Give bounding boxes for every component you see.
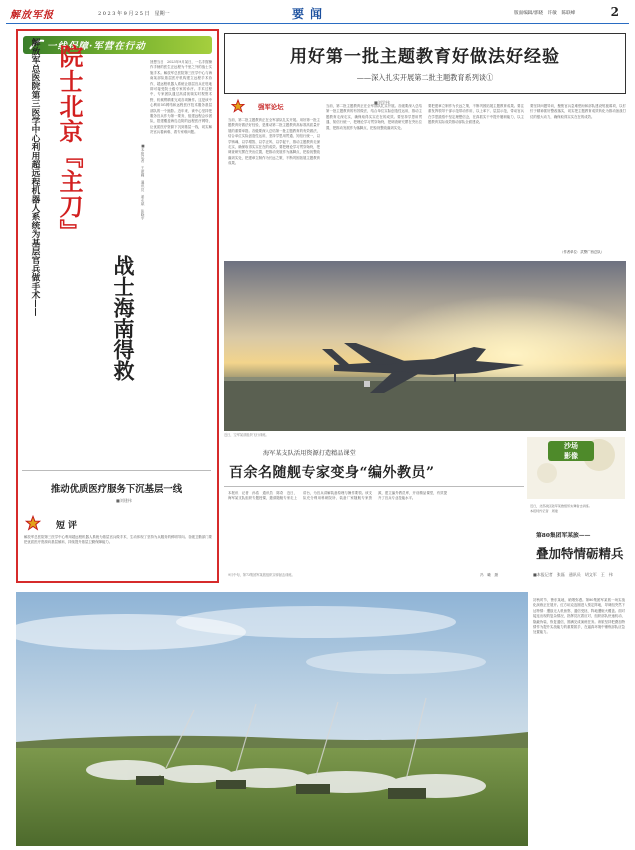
sand-image-tag [548, 441, 594, 461]
main-story-col3: 要把建章立制作为长远之策，不断巩固拓展主题教育成果。要注重发挥领导干部示范带动作用，以上率下、层层示范，带动官兵在学思践悟中坚定理想信念，在真抓实干中提升履职能力，以主题教育实际成效推动部队全面建设。 [428, 104, 524, 125]
forum-label: 强军论坛 [258, 103, 284, 111]
army-headline: 叠加特情砺精兵 [536, 546, 624, 561]
subsection-title: 推动优质医疗服务下沉基层一线 [22, 470, 211, 495]
bottom-photo-caption: 9月中旬，第73集团军某旅组织实弹射击训练。 [228, 573, 295, 577]
commentary-star-icon [24, 514, 42, 532]
main-story-credit: （作者单位：武警广西总队） [560, 250, 605, 254]
navy-headline: 百余名随舰专家变身“编外教员” [229, 465, 435, 481]
forum-star-icon [230, 98, 246, 114]
fighter-jet-photo [224, 261, 626, 431]
main-headline: 用好第一批主题教育好做法好经验 [290, 47, 560, 67]
main-reporter: ■刘学伟 [374, 100, 390, 105]
page-number: 2 [610, 5, 619, 19]
sand-tag-line1: 沙场 [564, 441, 578, 450]
navy-divider [224, 486, 524, 487]
section-title: 要闻 [292, 7, 329, 21]
feature-banner [23, 36, 212, 54]
feature-body: 回想当日 2023年9月某日，一名手握操作手柄的医生正远程为千里之外的战士实施手术。解放军总医院第三医学中心与海南某部队基层医疗机构建立远程手术协作，超远程机器人系统让基层官兵在驻地即可接受院士级专家的诊疗。手术过程中，专家团队通过高清视频实时观察术野，机械臂精准完成各项操作。这是该中心利用5G网络和远程医疗技术服务基层部队的一个缩影。近年来，该中心坚持把服务官兵作为第一要务，组建远程会诊团队，搭建覆盖海岛边防的远程医疗网络，让优质医疗资源下沉到基层一线，切实解决官兵看病难、看专家难问题。 [150, 60, 212, 135]
jet-photo-caption: 近日，空军某部组织飞行训练。 [224, 433, 269, 437]
main-subheadline: ——深入扎实开展第二批主题教育系列谈① [356, 73, 494, 82]
commentary-label: 短评 [56, 521, 81, 531]
navy-kicker: 海军某支队活用资源打造精品课堂 [263, 450, 356, 457]
rocket-artillery-photo [16, 592, 528, 846]
newspaper-logo: 解放军报 [10, 10, 54, 21]
army-body: 初秋时节，鲁东某地，硝烟弥漫。第80集团军某旅一场实战化演练正在展开。红方坦克连刚进入预定阵地，导调组突然下达特情：遭敌无人机侦察、通信受扰、阵地遭炮火覆盖。面对接连出现的复杂情况，指挥员沉着应对，组织部队快速机动、隐蔽伪装、恢复通信，圆满完成演练任务。该旅坚持把叠加特情作为提升实战能力的重要抓手，在逼真环境中锤炼部队应急处置能力。 [533, 598, 625, 635]
feature-subtitle: 解放军总医院第三医学中心利用超远程机器人系统为基层官兵做手术—— [30, 38, 40, 317]
main-story-col1: 当前，第二批主题教育正在全军部队扎实开展。用好第一批主题教育好做法好经验，是推动第二批主题教育高标准高质量开展的重要举措。各级要深入总结第一批主题教育的有效做法，结合单位实际创造性运用，坚持学思用贯通、知信行统一，以学铸魂、以学增智、以学正风、以学促干，推动主题教育走深走实，确保取得实实在在的成效。要把理论学习贯穿始终，把调查研究摆在突出位置，把推动发展作为落脚点，把检视整改落到实处，把建章立制作为长远之策，不断巩固拓展主题教育成果。 [228, 118, 320, 166]
main-story-col4: 要坚持问题导向，聚焦官兵急难愁盼和部队建设短板弱项，以钉钉子精神抓好整改落实，切实把主题教育成效转化为推动备战打仗的强大动力，确保取得实实在在的成效。 [530, 104, 626, 119]
subsection-author: ■刘建伟 [116, 498, 132, 503]
page-editors: 版面编辑/郭晓 许敏 陈联峰 [514, 11, 576, 16]
feature-banner-label: 一线保障·军营在行动 [47, 41, 146, 52]
feature-byline: ■本报记者 王建峰 通讯员 姜永斌 张晓宇 [141, 144, 145, 220]
feature-title-part1: 院士北京『主刀』 [55, 44, 84, 244]
photo-credit: 冯 曦 摄 [480, 573, 498, 577]
army-byline: ■本报记者 张磊 通讯员 胡文军 王 伟 [533, 572, 613, 577]
sand-caption-author: 本报特约记者 周建 [530, 509, 558, 514]
main-story-col2: 当前，第二批主题教育正在全军部队扎实开展。各级要深入总结第一批主题教育的有效做法，结合单位实际创造性运用，推动主题教育走深走实，确保取得实实在在的成效。要坚持学思用贯通、知信行统一，把理论学习贯穿始终，把调查研究摆在突出位置，把推动发展作为落脚点，把检视整改落到实处。 [326, 104, 422, 130]
main-headline-box [224, 33, 626, 94]
sand-caption-text: 近日，北部战区陆军某旅组织实弹射击训练。 [530, 504, 592, 508]
navy-body: 本报讯 记者 孙浩 通讯员 陈奇 近日，海军某支队组织专题授课，邀请随舰专家走上讲台，为官兵讲解装备原理与操作要领。该支队充分利用科研院所、装备厂家随舰专家资源，建立编外教员库，开设精品课堂，有效提升了官兵专业技能水平。 [228, 491, 447, 501]
commentary-body: 解放军总医院第三医学中心利用超远程机器人系统为基层官兵做手术，生动体现了坚持为兵服务的鲜明导向。各级卫勤部门要把优质医疗资源向基层倾斜，持续提升基层卫勤保障能力。 [24, 535, 212, 545]
army-kicker: 第80集团军某旅—— [536, 533, 591, 539]
issue-date: 2 0 2 3 年 9 月 2 5 日 星期一 [98, 11, 170, 17]
feature-title-part2: 战士海南得救 [111, 255, 136, 381]
sand-image-caption [530, 504, 624, 514]
sand-tag-line2: 影像 [564, 451, 578, 460]
masthead [6, 4, 629, 24]
